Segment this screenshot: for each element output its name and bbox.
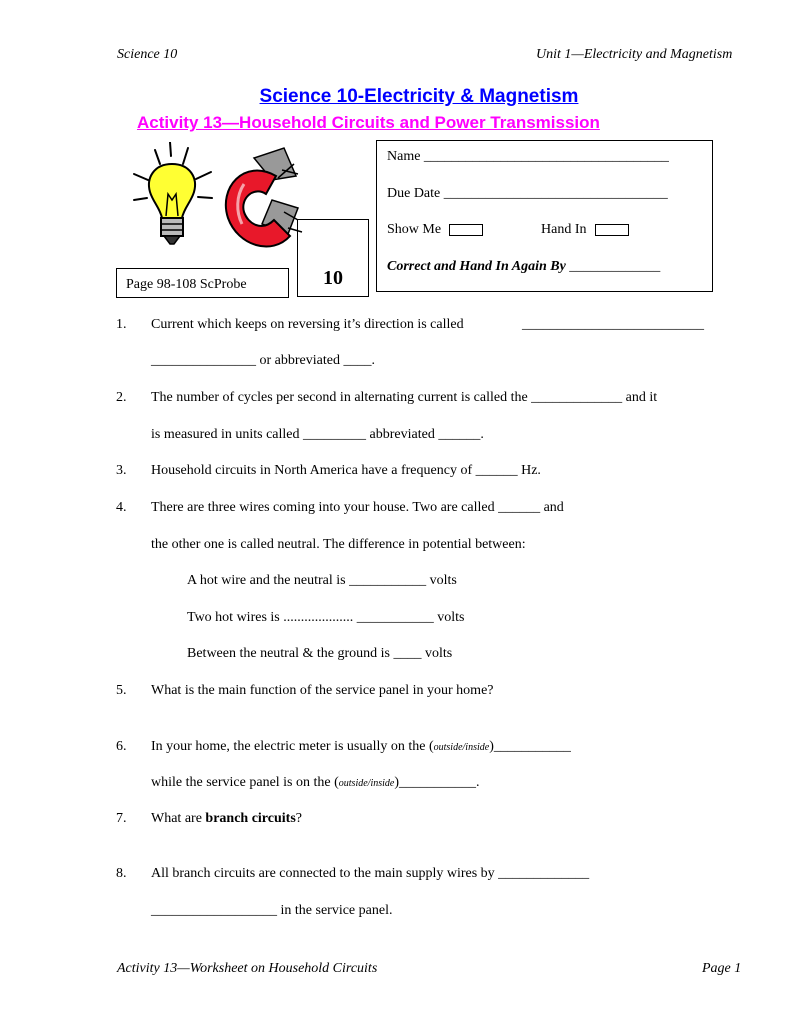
q1-number: 1. (116, 317, 127, 332)
q7-bold: branch circuits (205, 811, 296, 826)
q7-text (151, 811, 302, 827)
q6-text (151, 739, 571, 755)
footer-left: Activity 13—Worksheet on Household Circuits (117, 961, 378, 976)
q3-number: 3. (116, 463, 127, 478)
footer-right: Page 1 (702, 961, 742, 976)
q5-text: What is the main function of the service panel in your home? (151, 683, 494, 698)
q6-option: outside/inside (433, 742, 490, 753)
q6-line2-option: outside/inside (338, 778, 395, 789)
header-left: Science 10 (117, 47, 178, 62)
q7-pre: What are (151, 811, 206, 826)
q8-text-line2: __________________ in the service panel. (151, 903, 393, 918)
hand-in-checkbox-row (541, 222, 629, 238)
horseshoe-magnet-icon (214, 140, 304, 260)
q5-number: 5. (116, 683, 127, 698)
student-info-box (376, 140, 713, 292)
q6-text-line2 (151, 775, 480, 791)
hand-in-label: Hand In (541, 222, 587, 237)
page-reference-text: Page 98-108 ScProbe (126, 277, 247, 292)
q4-text: There are three wires coming into your house. Two are called ______ and (151, 500, 564, 515)
q4-text-line2: the other one is called neutral. The difference in potential between: (151, 537, 526, 552)
show-me-label: Show Me (387, 222, 442, 237)
q2-text: The number of cycles per second in alternating current is called the _____________ and it (151, 390, 658, 405)
q4-sub-a: A hot wire and the neutral is ___________ volts (187, 573, 457, 588)
show-me-checkbox[interactable] (449, 224, 483, 236)
q6-text-b: )___________ (489, 739, 571, 754)
q4-sub-b: Two hot wires is .................... ___________ volts (187, 610, 465, 625)
q1-blank[interactable]: __________________________ (522, 317, 704, 332)
correct-hand-in-row (387, 259, 660, 275)
activity-number: 10 (323, 267, 343, 289)
q6-line2-a: while the service panel is on the ( (151, 775, 339, 790)
header-right: Unit 1—Electricity and Magnetism (536, 47, 733, 62)
q6-line2-b: )___________. (394, 775, 480, 790)
q1-text-line2: _______________ or abbreviated ____. (151, 353, 375, 368)
due-date-field[interactable]: Due Date ________________________________ (387, 186, 668, 201)
q2-text-line2: is measured in units called _________ abbreviated ______. (151, 427, 484, 442)
hand-in-checkbox[interactable] (595, 224, 629, 236)
light-bulb-icon (128, 142, 218, 254)
page-subtitle: Activity 13—Household Circuits and Power Transmission (137, 113, 600, 132)
q4-number: 4. (116, 500, 127, 515)
q6-text-a: In your home, the electric meter is usually on the ( (151, 739, 434, 754)
page-title: Science 10-Electricity & Magnetism (259, 86, 579, 107)
correct-hand-in-blank[interactable]: _____________ (565, 259, 661, 274)
correct-hand-in-label: Correct and Hand In Again By (387, 259, 566, 274)
q2-number: 2. (116, 390, 127, 405)
page-reference-box (116, 268, 289, 298)
q4-sub-c: Between the neutral & the ground is ____ volts (187, 646, 453, 661)
q8-text: All branch circuits are connected to the main supply wires by _____________ (151, 866, 590, 881)
q6-number: 6. (116, 739, 127, 754)
name-field[interactable]: Name ___________________________________ (387, 149, 669, 164)
show-me-checkbox-row (387, 222, 483, 238)
q8-number: 8. (116, 866, 127, 881)
q3-text: Household circuits in North America have a frequency of ______ Hz. (151, 463, 541, 478)
q1-text: Current which keeps on reversing it’s direction is called (151, 317, 464, 332)
q7-post: ? (295, 811, 302, 826)
q7-number: 7. (116, 811, 127, 826)
activity-number-box (297, 219, 369, 297)
